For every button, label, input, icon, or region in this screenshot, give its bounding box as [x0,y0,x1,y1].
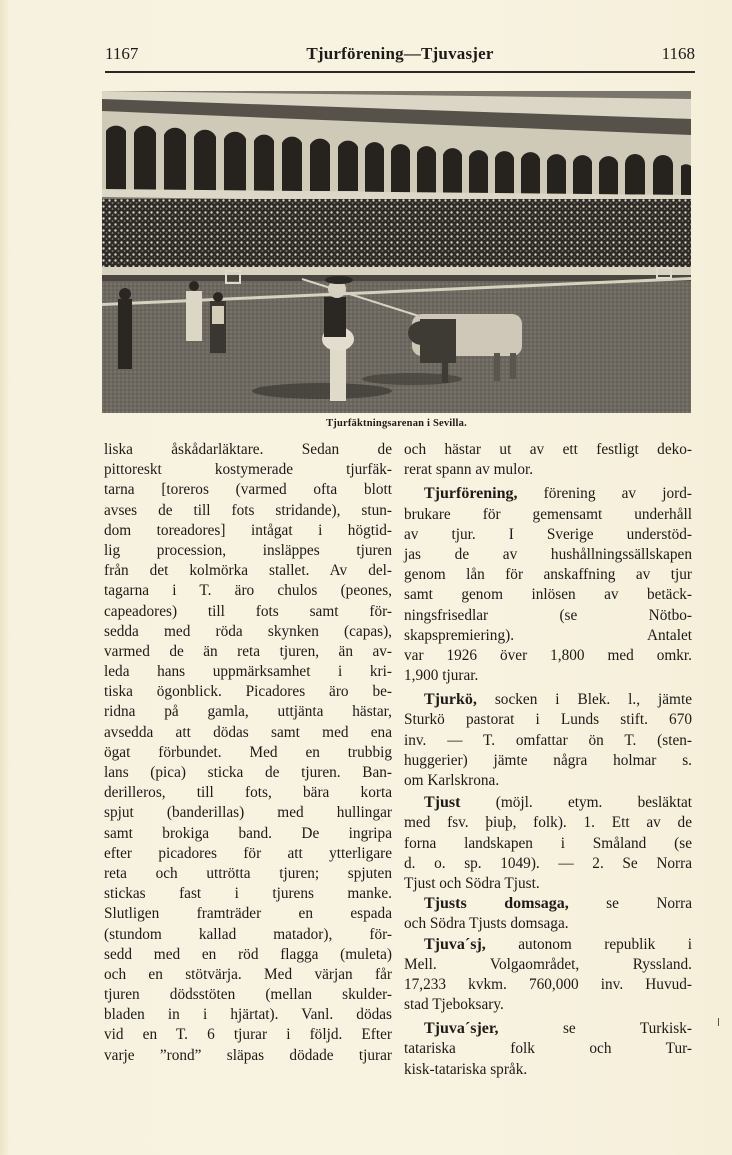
text-line: d. o. sp. 1049). — 2. Se Norra [404,854,692,872]
text-line: varmed de än reta tjuren, än av- [104,642,392,660]
text-line: liska åskådarläktare. Sedan de [104,441,392,458]
margin-mark [718,1018,719,1026]
headword: Tjusts domsaga, [424,895,569,913]
entry-first-line [404,484,692,504]
text-fragment: förening av jord- [543,485,692,503]
entry-tjurko [404,690,692,791]
text-line: samt brokiga band. De ingripa [104,824,392,842]
text-line: Slutligen framträder en espada [104,905,392,923]
entry-tjust [404,793,692,894]
text-line: spjut (banderillas) med hullingar [104,804,392,822]
text-line: jas de av hushållningssällskapen [404,545,692,563]
headword: Tjuva´sjer, [424,1020,499,1038]
text-line: tjuren dödsstöten (mellan skulder- [104,986,392,1004]
text-line: stickas fast i tjurens manke. [104,885,392,903]
entry-first-line [404,793,692,813]
text-line: ögat förbundet. Med en trubbig [104,743,392,761]
text-line: pittoreskt kostymerade tjurfäk- [104,461,392,479]
text-line: inv. — T. omfattar ön T. (sten- [404,731,692,749]
text-line: ningsfrisedlar (se Nötbo- [404,606,692,624]
text-line: skapspremiering). Antalet [404,626,692,644]
text-line: 17,233 kvkm. 760,000 inv. Huvud- [404,975,692,993]
entry-first-line [404,1019,692,1039]
text-line: sedd med en röd flagga (muleta) [104,945,392,963]
text-line: reta och uttrötta tjuren; spjuten [104,864,392,882]
text-line: varje ”rond” släpas dödade tjurar [104,1046,392,1064]
headword: Tjurförening, [424,485,518,503]
text-line: om Karlskrona. [404,772,500,789]
text-line: med fsv. þiuþ, folk). 1. Ett av de [404,814,692,832]
headword: Tjurkö, [424,691,477,709]
text-line: Sturkö pastorat i Lunds stift. 670 [404,711,692,729]
text-line: Tjust och Södra Tjust. [404,874,540,892]
text-line: från det kolmörka stallet. Av del- [104,562,392,580]
text-line: forna landskapen i Småland (se [404,834,692,852]
text-line: dom toreadores] intågat i högtid- [104,521,392,539]
text-line: brukare för gemensamt underhåll [404,505,692,523]
text-line: var 1926 över 1,800 med omkr. [404,646,692,664]
running-header [105,44,695,68]
text-line: ridna på gamla, uttjänta hästar, [104,703,392,721]
text-fragment: socken i Blek. l., jämte [494,691,692,709]
page-number-left: 1167 [105,44,139,63]
running-title: Tjurförening—Tjuvasjer [306,44,494,63]
left-column [104,440,392,1066]
text-line: stad Tjeboksary. [404,996,504,1014]
text-fragment: autonom republik i [518,935,692,953]
text-line: avses de till fots stridande), stun- [104,501,392,519]
entry-tjurforening [404,484,692,686]
text-line: tarna [toreros (varmed ofta blott [104,481,392,499]
text-fragment: se Norra [606,895,692,913]
text-line: samt genom inlösen av betäck- [404,586,692,604]
header-rule [105,71,695,73]
text-line: genom lån för anskaffning av tjur [404,566,692,584]
text-line: rerat spann av mulor. [404,461,534,479]
text-line: efter picadores för att ytterligare [104,844,392,862]
text-line: Mell. Volgaområdet, Ryssland. [404,955,692,973]
headword: Tjuva´sj, [424,935,486,953]
text-line: bladen in i hjärtat). Vanl. dödas [104,1006,392,1024]
headword: Tjust [424,794,461,812]
text-line: lans (pica) sticka de tjuren. Ban- [104,764,392,781]
text-line: kisk-tatariska språk. [404,1060,528,1078]
bullring-photograph [102,91,691,413]
text-line: huggerier) jämte några holmar s. [404,751,692,769]
text-line: och Södra Tjusts domsaga. [404,915,569,933]
figure-caption: Tjurfäktningsarenan i Sevilla. [326,418,467,429]
entry-first-line [404,894,692,914]
entry-first-line [404,935,692,955]
text-line: leda hans uppmärksamhet i kri- [104,663,392,681]
text-line: capeadores) till fots samt för- [104,602,392,620]
page-number-right: 1168 [661,44,695,63]
text-line: lig procession, insläppes tjuren [104,541,392,559]
text-line: avsedda att dödas samt med ena [104,723,392,741]
entry-tjusts-domsaga [404,894,692,934]
entry-tjuvasjer [404,1019,692,1080]
text-line: sedda med röda skynken (capas), [104,622,392,640]
right-column [404,440,692,1080]
text-line: tiska ögonblick. Picadores äro be- [104,683,392,701]
text-fragment: (möjl. etym. besläktat [495,794,692,812]
entry-first-line [404,690,692,710]
text-line: och en stötvärja. Med värjan får [104,965,392,983]
entry-tjuvasj [404,935,692,1016]
text-line: tagarna i T. äro chulos (peones, [104,582,392,600]
text-line: derilleros, till fots, bära korta [104,784,392,802]
text-fragment: se Turkisk- [562,1020,692,1038]
text-line: vid en T. 6 tjurar i följd. Efter [104,1026,392,1044]
text-line: 1,900 tjurar. [404,667,479,685]
text-line: och hästar ut av ett festligt deko- [404,441,692,458]
text-line: av tjur. I Sverige understöd- [404,525,692,543]
text-line: tatariska folk och Tur- [404,1040,692,1058]
text-line: (stundom kallad matador), för- [104,925,392,943]
